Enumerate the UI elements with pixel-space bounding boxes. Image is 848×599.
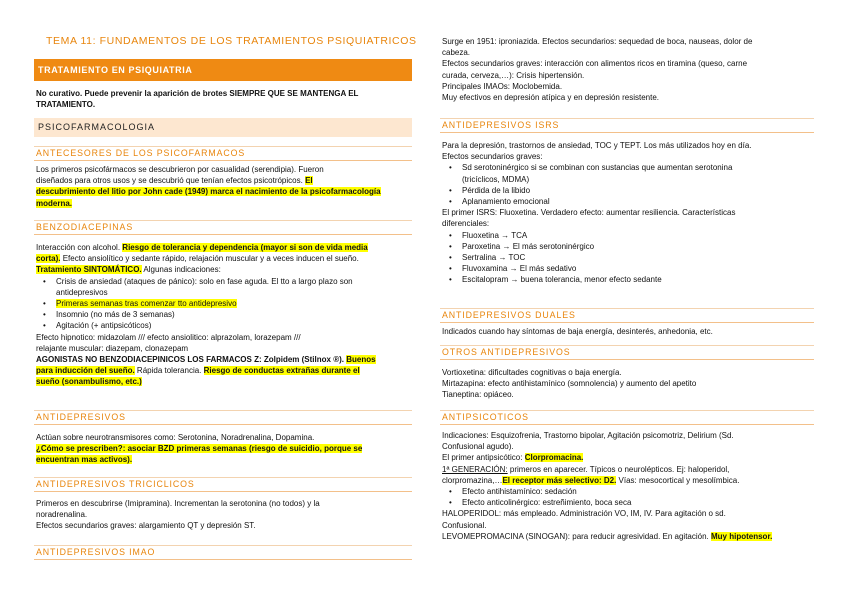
list-item: • Agitación (+ antipsicóticos) — [36, 320, 414, 331]
list-item: • Fluoxetina → TCA — [442, 230, 816, 241]
list-item: • Sertralina → TOC — [442, 252, 816, 263]
heading-otros: OTROS ANTIDEPRESIVOS — [440, 345, 814, 360]
banner-tratamiento: TRATAMIENTO EN PSIQUIATRIA — [34, 59, 412, 81]
document-title: TEMA 11: FUNDAMENTOS DE LOS TRATAMIENTOS PSIQUIATRICOS — [46, 35, 417, 47]
heading-benzodiacepinas: BENZODIACEPINAS — [34, 220, 412, 235]
list-item: • Crisis de ansiedad (ataques de pánico): solo en fase aguda. El tto a largo plazo son — [36, 276, 414, 287]
antecesores-text: Los primeros psicofármacos se descubrieron por casualidad (serendipia). Fueron diseñados para otros usos y se descubrió que tenían efectos psicotrópicos. El descubrimiento del litio por John cade (1949) marca el nacimiento de la psicofarmacología moderna. — [36, 165, 381, 208]
list-item: • Fluvoxamina → El más sedativo — [442, 263, 816, 274]
list-item: • Primeras semanas tras comenzar tto antidepresivo — [36, 298, 414, 309]
heading-antecesores: ANTECESORES DE LOS PSICOFARMACOS — [34, 146, 412, 161]
list-item: • Efecto anticolinérgico: estreñimiento, boca seca — [442, 497, 816, 508]
list-item: antidepresivos — [56, 287, 108, 297]
heading-antidepresivos: ANTIDEPRESIVOS — [34, 410, 412, 425]
list-item: • Insomnio (no más de 3 semanas) — [36, 309, 414, 320]
isrs-text: Para la depresión, trastornos de ansiedad, TOC y TEPT. Los más utilizados hoy en día. Efectos secundarios graves: • Sd serotoninérgico si se combinan con sustancias que aumentan serotonina (tricíclicos, MDMA) • Pérdida de la libido • Aplanamiento emocional El primer ISRS: Fluoxetina. Verdadero efecto: aumentar resiliencia. Características diferenciales: • Fluoxetina → TCA • Paroxetina → El más serotoninérgico • Sertralina → TOC • Fluvoxamina → El más sedativo • Escitalopram → buena tolerancia, menor efecto sedante — [442, 140, 816, 286]
list-item: (tricíclicos, MDMA) — [462, 174, 530, 184]
triciclicos-text: Primeros en descubrirse (Imipramina). Incrementan la serotonina (no todos) y la noradrenalina. Efectos secundarios graves: alargamiento QT y depresión ST. — [36, 499, 320, 531]
antipsic-effects-list — [442, 486, 816, 508]
imao-text: Surge en 1951: iproniazida. Efectos secundarios: sequedad de boca, nauseas, dolor de cabeza. Efectos secundarios graves: interacción con alimentos ricos en tiramina (queso, carne curada, cerveza,…): Crisis hipertensión. Principales IMAOs: Moclobemida. Muy efectivos en depresión atípica y en depresión resistente. — [442, 37, 753, 103]
heading-antipsicoticos: ANTIPSICOTICOS — [440, 410, 814, 425]
antidepresivos-text: Actúan sobre neurotransmisores como: Serotonina, Noradrenalina, Dopamina. ¿Cómo se prescriben?: asociar BZD primeras semanas (riesgo de suicidio, porque se encuentran mas activos). — [36, 433, 363, 465]
list-item: • Paroxetina → El más serotoninérgico — [442, 241, 816, 252]
list-item: • Efecto antihistamínico: sedación — [442, 486, 816, 497]
heading-triciclicos: ANTIDEPRESIVOS TRICICLICOS — [34, 477, 412, 492]
list-item: • Sd serotoninérgico si se combinan con sustancias que aumentan serotonina — [442, 162, 816, 173]
benzo-indications-list — [36, 276, 414, 332]
heading-imao: ANTIDEPRESIVOS IMAO — [34, 545, 412, 560]
isrs-effects-list — [442, 162, 816, 207]
list-item: • Pérdida de la libido — [442, 185, 816, 196]
heading-isrs: ANTIDEPRESIVOS ISRS — [440, 118, 814, 133]
isrs-drugs-list — [442, 230, 816, 286]
banner-psicofarmacologia: PSICOFARMACOLOGIA — [34, 118, 412, 137]
antipsicoticos-text: Indicaciones: Esquizofrenia, Trastorno bipolar, Agitación psicomotriz, Delirium (Sd. Confusional agudo). El primer antipsicótico: Clorpromacina. 1ª GENERACIÓN: primeros en aparecer. Típicos o neurolépticos. Ej: haloperidol, clorpromazina,…El receptor más selectivo: D2. Vías: mesocortical y mesolímbica. • Efecto antihistamínico: sedación • Efecto anticolinérgico: estreñimiento, boca seca HALOPERIDOL: más empleado. Administración VO, IM, IV. Para agitación o sd. Confusional. LEVOMEPROMACINA (SINOGAN): para reducir agresividad. En agitación. Muy hipotensor. — [442, 430, 816, 542]
duales-text: Indicados cuando hay síntomas de baja energía, desinterés, anhedonia, etc. — [442, 327, 713, 336]
intro-paragraph: No curativo. Puede prevenir la aparición de brotes SIEMPRE QUE SE MANTENGA EL TRATAMIENTO. — [36, 89, 359, 110]
heading-duales: ANTIDEPRESIVOS DUALES — [440, 308, 814, 323]
otros-text: Vortioxetina: dificultades cognitivas o baja energía. Mirtazapina: efecto antihistamínico (somnolencia) y aumento del apetito Tianeptina: opiáceo. — [442, 368, 697, 400]
list-item: • Escitalopram → buena tolerancia, menor efecto sedante — [442, 274, 816, 285]
list-item: • Aplanamiento emocional — [442, 196, 816, 207]
benzodiacepinas-text: Interacción con alcohol. Riesgo de tolerancia y dependencia (mayor si son de vida media corta). Efecto ansiolítico y sedante rápido, relajación muscular y a veces inducen el sueño. Tratamiento SINTOMÁTICO. Algunas indicaciones: • Crisis de ansiedad (ataques de pánico): solo en fase aguda. El tto a largo plazo son antidepresivos • Primeras semanas tras comenzar tto antidepresivo • Insomnio (no más de 3 semanas) • Agitación (+ antipsicóticos) Efecto hipnotico: midazolam /// efecto ansiolitico: alprazolam, lorazepam /// relajante muscular: diazepam, clonazepam AGONISTAS NO BENZODIACEPINICOS LOS FARMACOS Z: Zolpidem (Stilnox ®). Buenos para inducción del sueño. Rápida tolerancia. Riesgo de conductas extrañas durante el sueño (sonambulismo, etc.) — [36, 242, 414, 388]
